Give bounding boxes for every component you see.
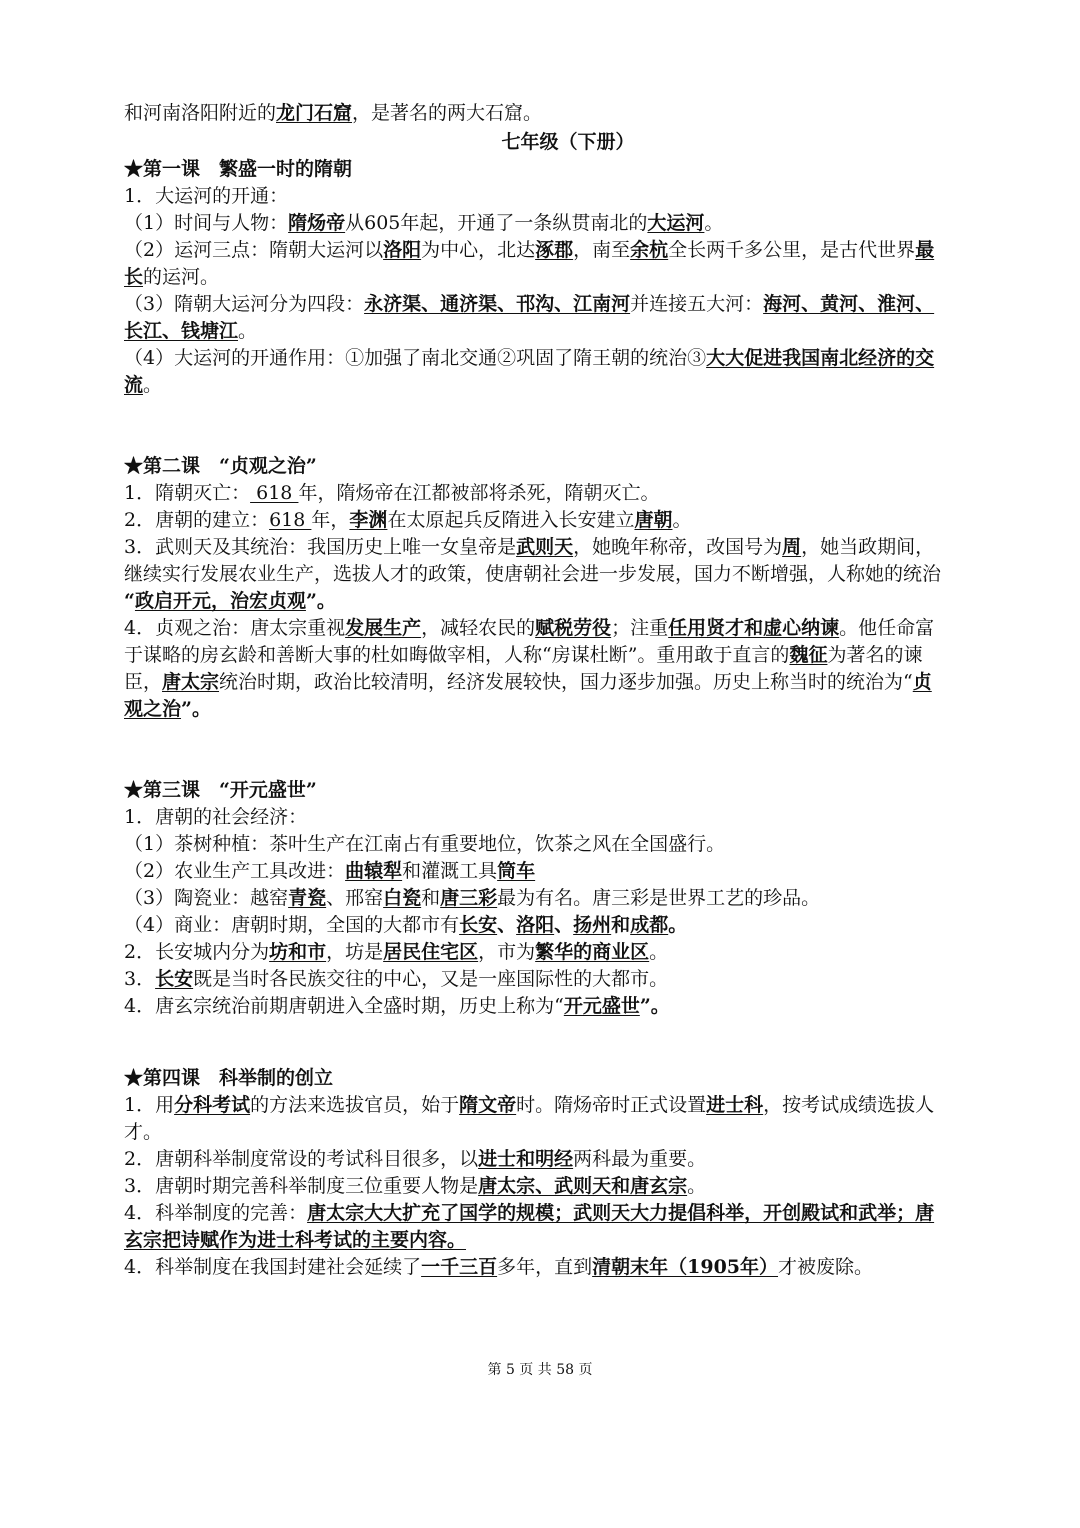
page-footer: 第 5 页 共 58 页 [487, 1362, 593, 1378]
lesson-2-line: 于谋略的房玄龄和善断大事的杜如晦做宰相，人称“房谋杜断”。重用敢于直言的魏征为著名的谏 [124, 644, 923, 666]
lesson-1-heading: ★第一课 繁盛一时的隋朝 [124, 158, 353, 180]
lesson-4-line: 4．科举制度在我国封建社会延续了一千三百多年，直到清朝末年（1905年）才被废除。 [124, 1256, 874, 1278]
lesson-1-line: （1）时间与人物：隋炀帝从605年起，开通了一条纵贯南北的大运河。 [124, 212, 724, 234]
lesson-4-heading: ★第四课 科举制的创立 [124, 1067, 334, 1089]
lesson-3-line: （1）茶树种植：茶叶生产在江南占有重要地位，饮茶之风在全国盛行。 [124, 833, 726, 855]
lesson-3-line: 2．长安城内分为坊和市，坊是居民住宅区，市为繁华的商业区。 [124, 941, 669, 963]
lesson-1-line: （3）隋朝大运河分为四段：永济渠、通济渠、邗沟、江南河并连接五大河：海河、黄河、淮河、 [124, 293, 935, 315]
lesson-2-line: 臣，唐太宗统治时期，政治比较清明，经济发展较快，国力逐步加强。历史上称当时的统治为“贞 [124, 671, 932, 693]
lesson-2-line: 3．武则天及其统治：我国历史上唯一女皇帝是武则天，她晚年称帝，改国号为周，她当政期间， [124, 536, 935, 558]
lesson-1-line: 长的运河。 [124, 266, 220, 288]
lesson-1-line: 流。 [124, 374, 163, 396]
lesson-3-line: （4）商业：唐朝时期，全国的大都市有长安、洛阳、扬州和成都。 [124, 914, 688, 936]
lesson-3-line: 4．唐玄宗统治前期唐朝进入全盛时期，历史上称为“开元盛世”。 [124, 995, 670, 1017]
lesson-1-line: 1．大运河的开通： [124, 185, 289, 207]
lesson-2-line: 观之治”。 [124, 698, 211, 720]
lesson-2-line: 继续实行发展农业生产，选拔人才的政策，使唐朝社会进一步发展，国力不断增强，人称她的统治 [124, 563, 942, 585]
lesson-4-line: 玄宗把诗赋作为进士科考试的主要内容。 [124, 1229, 467, 1251]
lesson-4-line: 3．唐朝时期完善科举制度三位重要人物是唐太宗、武则天和唐玄宗。 [124, 1175, 707, 1197]
lesson-1-line: 长江、钱塘江。 [124, 320, 258, 342]
lesson-1-line: （4）大运河的开通作用：①加强了南北交通②巩固了隋王朝的统治③大大促进我国南北经济的交 [124, 347, 935, 369]
lesson-2-line: 2．唐朝的建立：618 年，李渊在太原起兵反隋进入长安建立唐朝。 [124, 509, 692, 531]
document-body [124, 100, 1012, 1281]
lesson-2-line: 1．隋朝灭亡： 618 年，隋炀帝在江都被部将杀死，隋朝灭亡。 [124, 482, 660, 504]
section-title: 七年级（下册） [501, 131, 635, 153]
lesson-4-line: 4．科举制度的完善：唐太宗大大扩充了国学的规模；武则天大力提倡科举，开创殿试和武举；唐 [124, 1202, 935, 1224]
lesson-3-heading: ★第三课 “开元盛世” [124, 779, 317, 801]
lesson-2-heading: ★第二课 “贞观之治” [124, 455, 317, 477]
lesson-2-line: “政启开元，治宏贞观”。 [124, 590, 336, 612]
lesson-3-line: （3）陶瓷业：越窑青瓷、邢窑白瓷和唐三彩最为有名。唐三彩是世界工艺的珍品。 [124, 887, 821, 909]
lesson-4-line: 2．唐朝科举制度常设的考试科目很多，以进士和明经两科最为重要。 [124, 1148, 707, 1170]
lesson-3-line: （2）农业生产工具改进：曲辕犁和灌溉工具筒车 [124, 860, 536, 882]
lesson-4-line: 1．用分科考试的方法来选拔官员，始于隋文帝时。隋炀帝时正式设置进士科，按考试成绩选拔人 [124, 1094, 935, 1116]
intro-line: 和河南洛阳附近的龙门石窟，是著名的两大石窟。 [124, 102, 543, 124]
lesson-4-line: 才。 [124, 1121, 163, 1143]
lesson-1-line: （2）运河三点：隋朝大运河以洛阳为中心，北达涿郡，南至余杭全长两千多公里，是古代世界最 [124, 239, 935, 261]
lesson-3-line: 1．唐朝的社会经济： [124, 806, 308, 828]
lesson-3-line: 3．长安既是当时各民族交往的中心，又是一座国际性的大都市。 [124, 968, 669, 990]
lesson-2-line: 4．贞观之治：唐太宗重视发展生产，减轻农民的赋税劳役；注重任用贤才和虚心纳谏。他任命富 [124, 617, 935, 639]
